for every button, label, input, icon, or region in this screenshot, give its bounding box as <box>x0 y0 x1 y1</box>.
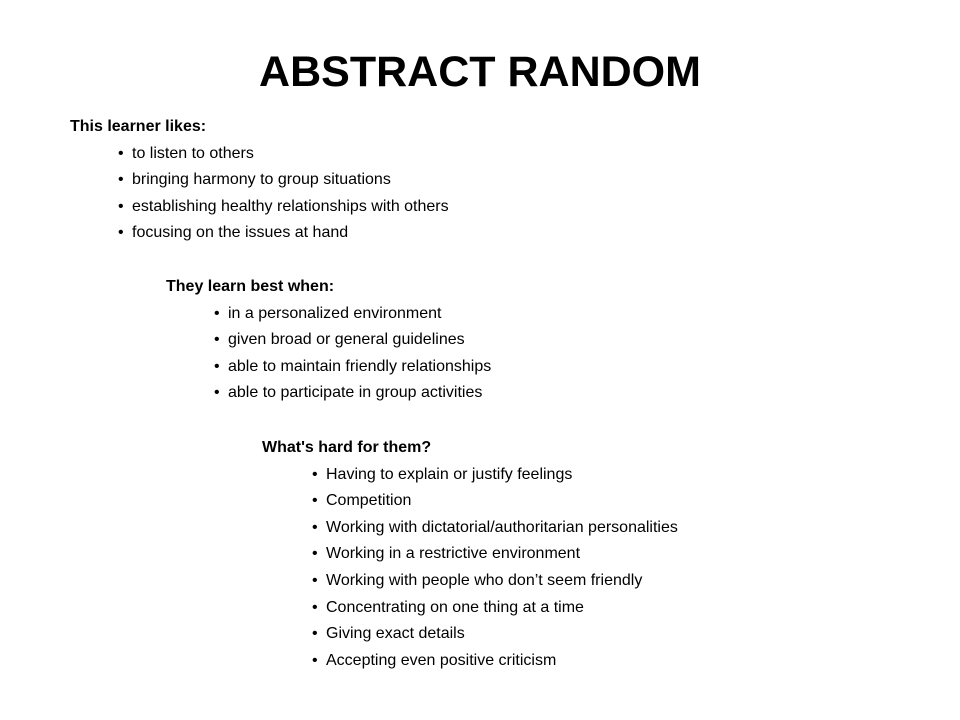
list-item <box>214 301 491 328</box>
section-learner-likes <box>70 114 449 247</box>
list-item <box>312 648 678 675</box>
list-item <box>118 167 449 194</box>
list-item <box>214 354 491 381</box>
bullet-icon: • <box>312 545 318 563</box>
list-item-text: focusing on the issues at hand <box>132 224 349 242</box>
bullet-icon: • <box>312 598 318 616</box>
list-item-text: Working with dictatorial/authoritarian personalities <box>326 518 678 536</box>
list-item-text: Having to explain or justify feelings <box>326 465 573 483</box>
bullet-icon: • <box>312 571 318 589</box>
list-item <box>312 488 678 515</box>
bullet-icon: • <box>118 171 124 189</box>
bullet-icon: • <box>312 518 318 536</box>
list-item-text: Working with people who don’t seem friendly <box>326 571 643 589</box>
bullet-icon: • <box>118 224 124 242</box>
list-item-text: in a personalized environment <box>228 304 442 322</box>
list-item <box>118 194 449 221</box>
list-item-text: able to participate in group activities <box>228 384 483 402</box>
bullet-icon: • <box>312 651 318 669</box>
slide-title: ABSTRACT RANDOM <box>259 48 701 96</box>
bullet-icon: • <box>214 304 220 322</box>
section-heading: They learn best when: <box>166 278 335 295</box>
list-item-text: Concentrating on one thing at a time <box>326 598 584 616</box>
list-item <box>214 380 491 407</box>
list-item-text: bringing harmony to group situations <box>132 171 391 189</box>
bullet-icon: • <box>312 465 318 483</box>
bullet-icon: • <box>312 625 318 643</box>
list-item <box>312 515 678 542</box>
bullet-icon: • <box>214 357 220 375</box>
bullet-icon: • <box>118 144 124 162</box>
bullet-icon: • <box>214 384 220 402</box>
section-heading: This learner likes: <box>70 118 207 135</box>
list-item <box>312 621 678 648</box>
list-item-text: given broad or general guidelines <box>228 331 465 349</box>
list-item <box>312 568 678 595</box>
bullet-list <box>214 301 491 407</box>
list-item-text: to listen to others <box>132 144 254 162</box>
list-item <box>118 220 449 247</box>
list-item <box>214 327 491 354</box>
section-hard-for-them <box>262 435 678 674</box>
list-item-text: Competition <box>326 492 412 510</box>
bullet-icon: • <box>214 331 220 349</box>
section-heading: What's hard for them? <box>262 439 432 456</box>
bullet-list <box>312 462 678 675</box>
section-learn-best-when <box>166 274 491 407</box>
list-item-text: able to maintain friendly relationships <box>228 357 492 375</box>
list-item-text: establishing healthy relationships with others <box>132 197 449 215</box>
bullet-icon: • <box>312 492 318 510</box>
bullet-list <box>118 141 449 247</box>
list-item <box>312 595 678 622</box>
list-item <box>312 462 678 489</box>
bullet-icon: • <box>118 197 124 215</box>
list-item-text: Giving exact details <box>326 625 465 643</box>
list-item-text: Working in a restrictive environment <box>326 545 581 563</box>
list-item <box>312 541 678 568</box>
list-item-text: Accepting even positive criticism <box>326 651 557 669</box>
list-item <box>118 141 449 168</box>
